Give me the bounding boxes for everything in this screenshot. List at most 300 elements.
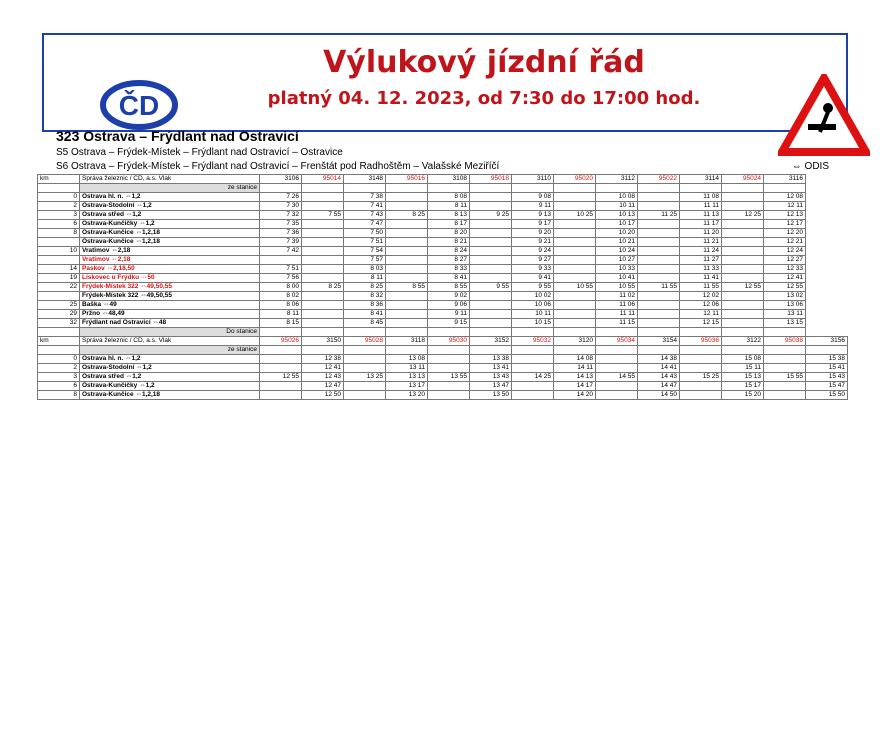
table-cell: 25 bbox=[38, 301, 80, 310]
table-cell: 7 57 bbox=[344, 256, 386, 265]
table-cell: 3148 bbox=[344, 175, 386, 184]
table-cell bbox=[638, 184, 680, 193]
table-cell: 3156 bbox=[806, 337, 848, 346]
table-cell bbox=[386, 193, 428, 202]
table-cell: 10 25 bbox=[554, 211, 596, 220]
table-cell bbox=[302, 220, 344, 229]
table-cell: 95024 bbox=[722, 175, 764, 184]
table-cell bbox=[470, 292, 512, 301]
table-cell: 11 11 bbox=[680, 202, 722, 211]
table-cell: 15 41 bbox=[806, 364, 848, 373]
table-cell: 12 13 bbox=[764, 211, 806, 220]
table-cell: 9 41 bbox=[512, 274, 554, 283]
table-cell: 8 45 bbox=[344, 319, 386, 328]
table-cell bbox=[638, 346, 680, 355]
table-cell: Baška ⇔49 bbox=[80, 301, 260, 310]
table-cell: 13 47 bbox=[470, 382, 512, 391]
table-row bbox=[38, 193, 848, 202]
table-cell: 11 21 bbox=[680, 238, 722, 247]
table-row bbox=[38, 355, 848, 364]
table-cell bbox=[38, 292, 80, 301]
table-cell: 13 02 bbox=[764, 292, 806, 301]
table-cell: 10 15 bbox=[512, 319, 554, 328]
table-cell: 14 43 bbox=[638, 373, 680, 382]
table-cell bbox=[722, 247, 764, 256]
table-cell: 8 11 bbox=[428, 202, 470, 211]
table-cell: 95022 bbox=[638, 175, 680, 184]
table-cell: Ostrava-Kunčičky ⇔1,2 bbox=[80, 220, 260, 229]
table-cell: 95038 bbox=[764, 337, 806, 346]
table-cell bbox=[470, 247, 512, 256]
table-cell bbox=[302, 310, 344, 319]
table-cell: 11 25 bbox=[638, 211, 680, 220]
table-cell bbox=[386, 265, 428, 274]
table-cell bbox=[638, 274, 680, 283]
table-cell: Frýdek-Místek 322 ⇔49,50,55 bbox=[80, 283, 260, 292]
table-cell: 15 20 bbox=[722, 391, 764, 400]
table-cell bbox=[302, 292, 344, 301]
table-cell: 12 27 bbox=[764, 256, 806, 265]
table-cell: 7 30 bbox=[260, 202, 302, 211]
table-cell bbox=[638, 256, 680, 265]
table-cell: 12 55 bbox=[722, 283, 764, 292]
table-cell: 13 55 bbox=[428, 373, 470, 382]
table-cell bbox=[764, 364, 806, 373]
table-cell: 9 11 bbox=[428, 310, 470, 319]
table-cell: 7 51 bbox=[260, 265, 302, 274]
table-cell bbox=[554, 310, 596, 319]
table-cell: 12 21 bbox=[764, 238, 806, 247]
table-cell: 6 bbox=[38, 220, 80, 229]
table-cell: 10 33 bbox=[596, 265, 638, 274]
table-cell: 3152 bbox=[470, 337, 512, 346]
page-subtitle: platný 04. 12. 2023, od 7:30 do 17:00 hod. bbox=[267, 88, 701, 109]
table-cell: 8 08 bbox=[428, 193, 470, 202]
table-cell: 3150 bbox=[302, 337, 344, 346]
table-cell bbox=[512, 184, 554, 193]
table-cell bbox=[260, 391, 302, 400]
table-cell: 8 25 bbox=[344, 283, 386, 292]
table-cell: 12 41 bbox=[302, 364, 344, 373]
table-cell bbox=[638, 229, 680, 238]
table-cell: 10 06 bbox=[512, 301, 554, 310]
table-cell: 8 02 bbox=[260, 292, 302, 301]
table-cell bbox=[470, 319, 512, 328]
table-cell: 29 bbox=[38, 310, 80, 319]
table-cell bbox=[428, 382, 470, 391]
table-cell bbox=[344, 382, 386, 391]
table-cell: 13 38 bbox=[470, 355, 512, 364]
table-cell bbox=[722, 274, 764, 283]
table-cell: 10 55 bbox=[554, 283, 596, 292]
table-cell: Ostrava-Stodolní ⇔1,2 bbox=[80, 364, 260, 373]
table-row bbox=[38, 220, 848, 229]
table-cell: 13 41 bbox=[470, 364, 512, 373]
table-cell: 3112 bbox=[596, 175, 638, 184]
table-cell: 14 38 bbox=[638, 355, 680, 364]
table-cell bbox=[554, 256, 596, 265]
roadwork-sign-icon bbox=[778, 74, 870, 156]
table-row bbox=[38, 292, 848, 301]
table-cell bbox=[554, 220, 596, 229]
table-cell bbox=[302, 328, 344, 337]
table-cell bbox=[722, 319, 764, 328]
table-cell bbox=[38, 346, 80, 355]
table-cell bbox=[722, 328, 764, 337]
table-cell bbox=[512, 355, 554, 364]
table-cell: 12 15 bbox=[680, 319, 722, 328]
table-cell: 8 55 bbox=[386, 283, 428, 292]
table-cell bbox=[470, 265, 512, 274]
table-cell: 12 43 bbox=[302, 373, 344, 382]
table-cell bbox=[428, 391, 470, 400]
table-cell: 9 24 bbox=[512, 247, 554, 256]
table-cell: 8 27 bbox=[428, 256, 470, 265]
table-row bbox=[38, 283, 848, 292]
table-cell: 19 bbox=[38, 274, 80, 283]
table-cell: 10 13 bbox=[596, 211, 638, 220]
table-cell: 8 15 bbox=[260, 319, 302, 328]
table-cell: 3118 bbox=[386, 337, 428, 346]
table-cell: 7 51 bbox=[344, 238, 386, 247]
table-cell: 8 24 bbox=[428, 247, 470, 256]
table-cell bbox=[722, 265, 764, 274]
table-cell bbox=[554, 301, 596, 310]
svg-text:ČD: ČD bbox=[118, 90, 160, 121]
table-cell: 7 56 bbox=[260, 274, 302, 283]
table-cell: Ostrava-Kunčice ⇔1,2,18 bbox=[80, 229, 260, 238]
table-cell bbox=[470, 184, 512, 193]
table-cell bbox=[554, 184, 596, 193]
table-cell: 8 32 bbox=[344, 292, 386, 301]
table-cell bbox=[638, 193, 680, 202]
table-cell: 8 33 bbox=[428, 265, 470, 274]
table-cell: 7 54 bbox=[344, 247, 386, 256]
table-cell: 9 20 bbox=[512, 229, 554, 238]
table-row bbox=[38, 274, 848, 283]
table-cell bbox=[764, 355, 806, 364]
table-row bbox=[38, 346, 848, 355]
table-cell: Pržno ⇔48,49 bbox=[80, 310, 260, 319]
table-cell: 12 50 bbox=[302, 391, 344, 400]
page-title: Výlukový jízdní řád bbox=[323, 45, 645, 80]
table-cell: 32 bbox=[38, 319, 80, 328]
table-cell: 3114 bbox=[680, 175, 722, 184]
table-cell: 9 25 bbox=[470, 211, 512, 220]
table-cell: 8 06 bbox=[260, 301, 302, 310]
table-cell: 3154 bbox=[638, 337, 680, 346]
table-cell: 9 55 bbox=[470, 283, 512, 292]
table-cell bbox=[638, 310, 680, 319]
table-cell: 11 08 bbox=[680, 193, 722, 202]
table-cell bbox=[680, 346, 722, 355]
table-cell: 13 11 bbox=[764, 310, 806, 319]
table-cell bbox=[554, 265, 596, 274]
table-cell bbox=[722, 229, 764, 238]
table-cell bbox=[680, 382, 722, 391]
table-cell: 15 47 bbox=[806, 382, 848, 391]
table-row bbox=[38, 202, 848, 211]
table-cell: 11 20 bbox=[680, 229, 722, 238]
table-cell bbox=[512, 364, 554, 373]
table-cell bbox=[344, 391, 386, 400]
table-cell bbox=[512, 346, 554, 355]
table-cell: 9 27 bbox=[512, 256, 554, 265]
table-cell: 7 35 bbox=[260, 220, 302, 229]
table-cell bbox=[470, 238, 512, 247]
table-cell: 9 11 bbox=[512, 202, 554, 211]
table-cell: 9 13 bbox=[512, 211, 554, 220]
table-cell: Lískovec u Frýdku ⇔50 bbox=[80, 274, 260, 283]
table-cell bbox=[470, 256, 512, 265]
table-cell: 13 20 bbox=[386, 391, 428, 400]
table-cell: 10 41 bbox=[596, 274, 638, 283]
table-cell: 8 bbox=[38, 229, 80, 238]
table-cell: Ostrava-Kunčičky ⇔1,2 bbox=[80, 382, 260, 391]
table-cell bbox=[470, 301, 512, 310]
table-cell: 95036 bbox=[680, 337, 722, 346]
timetable bbox=[37, 174, 848, 400]
table-cell: 15 25 bbox=[680, 373, 722, 382]
table-cell: 13 15 bbox=[764, 319, 806, 328]
table-cell: 14 47 bbox=[638, 382, 680, 391]
table-cell bbox=[302, 238, 344, 247]
table-cell: Ostrava střed ⇔1,2 bbox=[80, 211, 260, 220]
table-cell: 10 02 bbox=[512, 292, 554, 301]
table-cell: 95028 bbox=[344, 337, 386, 346]
table-cell bbox=[554, 202, 596, 211]
table-cell: 15 17 bbox=[722, 382, 764, 391]
table-cell: 95026 bbox=[260, 337, 302, 346]
table-cell bbox=[38, 256, 80, 265]
table-cell: 95030 bbox=[428, 337, 470, 346]
table-cell bbox=[680, 355, 722, 364]
table-cell bbox=[428, 328, 470, 337]
table-row bbox=[38, 184, 848, 193]
table-cell bbox=[344, 346, 386, 355]
table-cell: 6 bbox=[38, 382, 80, 391]
table-row bbox=[38, 301, 848, 310]
table-cell bbox=[470, 310, 512, 319]
table-cell: 10 17 bbox=[596, 220, 638, 229]
table-cell: 8 36 bbox=[344, 301, 386, 310]
table-cell: 7 39 bbox=[260, 238, 302, 247]
table-cell: 9 55 bbox=[512, 283, 554, 292]
table-cell: 7 50 bbox=[344, 229, 386, 238]
table-cell: Správa železnic / ČD, a.s. Vlak bbox=[80, 175, 260, 184]
table-cell: Frýdek-Místek 322 ⇔49,50,55 bbox=[80, 292, 260, 301]
table-row bbox=[38, 373, 848, 382]
table-cell bbox=[260, 184, 302, 193]
table-cell bbox=[680, 328, 722, 337]
table-cell bbox=[554, 319, 596, 328]
table-cell bbox=[386, 202, 428, 211]
table-cell bbox=[260, 355, 302, 364]
table-cell bbox=[638, 328, 680, 337]
table-cell bbox=[764, 346, 806, 355]
table-cell: 9 21 bbox=[512, 238, 554, 247]
table-cell: 9 08 bbox=[512, 193, 554, 202]
table-cell: 3122 bbox=[722, 337, 764, 346]
table-cell bbox=[470, 229, 512, 238]
table-cell: 11 55 bbox=[638, 283, 680, 292]
table-cell: km bbox=[38, 337, 80, 346]
table-cell: 3108 bbox=[428, 175, 470, 184]
table-row bbox=[38, 265, 848, 274]
table-cell bbox=[764, 184, 806, 193]
table-cell: 9 02 bbox=[428, 292, 470, 301]
table-cell: 11 17 bbox=[680, 220, 722, 229]
table-cell bbox=[470, 328, 512, 337]
table-cell: 10 24 bbox=[596, 247, 638, 256]
table-cell: 7 36 bbox=[260, 229, 302, 238]
table-cell bbox=[554, 193, 596, 202]
table-cell: 15 55 bbox=[764, 373, 806, 382]
table-cell bbox=[764, 382, 806, 391]
table-cell bbox=[596, 364, 638, 373]
table-cell bbox=[512, 328, 554, 337]
table-cell bbox=[596, 382, 638, 391]
table-cell: 9 17 bbox=[512, 220, 554, 229]
table-cell: 15 43 bbox=[806, 373, 848, 382]
table-cell: 8 11 bbox=[344, 274, 386, 283]
table-cell: Ostrava-Stodolní ⇔1,2 bbox=[80, 202, 260, 211]
table-cell bbox=[344, 328, 386, 337]
table-cell: 12 11 bbox=[764, 202, 806, 211]
odis-label: ⇔ ODIS bbox=[791, 161, 829, 172]
table-row bbox=[38, 247, 848, 256]
table-cell: 95016 bbox=[386, 175, 428, 184]
table-cell: 12 38 bbox=[302, 355, 344, 364]
table-cell: 12 55 bbox=[260, 373, 302, 382]
table-cell bbox=[260, 382, 302, 391]
table-cell bbox=[554, 238, 596, 247]
table-cell bbox=[554, 229, 596, 238]
table-cell: 8 25 bbox=[302, 283, 344, 292]
table-cell bbox=[764, 328, 806, 337]
table-cell: 13 43 bbox=[470, 373, 512, 382]
table-cell bbox=[638, 265, 680, 274]
table-cell bbox=[554, 274, 596, 283]
table-cell bbox=[302, 265, 344, 274]
table-cell bbox=[638, 319, 680, 328]
table-cell: 7 42 bbox=[260, 247, 302, 256]
table-cell bbox=[344, 364, 386, 373]
table-cell bbox=[638, 220, 680, 229]
table-cell: 12 55 bbox=[764, 283, 806, 292]
table-cell bbox=[596, 391, 638, 400]
table-cell: 8 bbox=[38, 391, 80, 400]
table-cell: Ostrava-Kunčice ⇔1,2,18 bbox=[80, 391, 260, 400]
table-cell: ze stanice bbox=[80, 346, 260, 355]
table-cell bbox=[764, 391, 806, 400]
table-cell bbox=[680, 391, 722, 400]
table-cell: 15 38 bbox=[806, 355, 848, 364]
table-cell bbox=[638, 292, 680, 301]
table-cell: 13 11 bbox=[386, 364, 428, 373]
table-cell: 8 00 bbox=[260, 283, 302, 292]
table-cell: 12 25 bbox=[722, 211, 764, 220]
table-row bbox=[38, 391, 848, 400]
table-cell bbox=[302, 229, 344, 238]
table-cell: 11 41 bbox=[680, 274, 722, 283]
table-cell bbox=[722, 202, 764, 211]
table-cell: 3120 bbox=[554, 337, 596, 346]
header-banner bbox=[42, 33, 848, 132]
table-cell bbox=[260, 256, 302, 265]
route-s6: S6 Ostrava – Frýdek-Místek – Frýdlant nad Ostravicí – Frenštát pod Radhoštěm – Valašské Meziříčí bbox=[56, 161, 500, 172]
table-cell bbox=[428, 346, 470, 355]
table-cell: 11 55 bbox=[680, 283, 722, 292]
table-cell bbox=[386, 220, 428, 229]
table-cell: 13 13 bbox=[386, 373, 428, 382]
table-cell: Ostrava-Kunčice ⇔1,2,18 bbox=[80, 238, 260, 247]
table-cell: 13 50 bbox=[470, 391, 512, 400]
table-cell: 14 25 bbox=[512, 373, 554, 382]
table-cell: 10 11 bbox=[596, 202, 638, 211]
table-cell: 11 13 bbox=[680, 211, 722, 220]
table-cell bbox=[722, 193, 764, 202]
table-cell: 95032 bbox=[512, 337, 554, 346]
table-cell bbox=[260, 364, 302, 373]
table-cell: 2 bbox=[38, 202, 80, 211]
table-cell: 15 08 bbox=[722, 355, 764, 364]
table-cell bbox=[722, 220, 764, 229]
table-cell bbox=[428, 355, 470, 364]
table-cell: 2 bbox=[38, 364, 80, 373]
table-cell bbox=[806, 346, 848, 355]
table-cell: 10 55 bbox=[596, 283, 638, 292]
table-row bbox=[38, 337, 848, 346]
table-cell: 7 26 bbox=[260, 193, 302, 202]
table-cell: 8 21 bbox=[428, 238, 470, 247]
table-cell: 10 bbox=[38, 247, 80, 256]
table-cell bbox=[596, 328, 638, 337]
table-cell: 7 38 bbox=[344, 193, 386, 202]
table-cell: 14 55 bbox=[596, 373, 638, 382]
table-cell: 7 32 bbox=[260, 211, 302, 220]
table-cell: 11 11 bbox=[596, 310, 638, 319]
table-cell bbox=[38, 238, 80, 247]
table-cell: 10 27 bbox=[596, 256, 638, 265]
table-cell: 0 bbox=[38, 355, 80, 364]
table-cell bbox=[722, 256, 764, 265]
table-cell bbox=[470, 274, 512, 283]
table-cell bbox=[470, 220, 512, 229]
table-cell bbox=[638, 247, 680, 256]
table-cell bbox=[302, 319, 344, 328]
table-cell: 10 20 bbox=[596, 229, 638, 238]
table-cell: 15 13 bbox=[722, 373, 764, 382]
table-cell: Ostrava hl. n. ⇔1,2 bbox=[80, 355, 260, 364]
table-cell: 14 20 bbox=[554, 391, 596, 400]
table-cell: 10 11 bbox=[512, 310, 554, 319]
table-row bbox=[38, 229, 848, 238]
table-row bbox=[38, 382, 848, 391]
table-cell: 14 17 bbox=[554, 382, 596, 391]
table-cell: 7 47 bbox=[344, 220, 386, 229]
table-cell: 3 bbox=[38, 373, 80, 382]
table-cell bbox=[260, 346, 302, 355]
table-cell: 8 20 bbox=[428, 229, 470, 238]
table-cell bbox=[386, 310, 428, 319]
table-cell bbox=[512, 382, 554, 391]
table-cell: 8 17 bbox=[428, 220, 470, 229]
table-cell: 13 06 bbox=[764, 301, 806, 310]
table-cell bbox=[596, 355, 638, 364]
table-cell bbox=[470, 202, 512, 211]
table-cell: 3 bbox=[38, 211, 80, 220]
